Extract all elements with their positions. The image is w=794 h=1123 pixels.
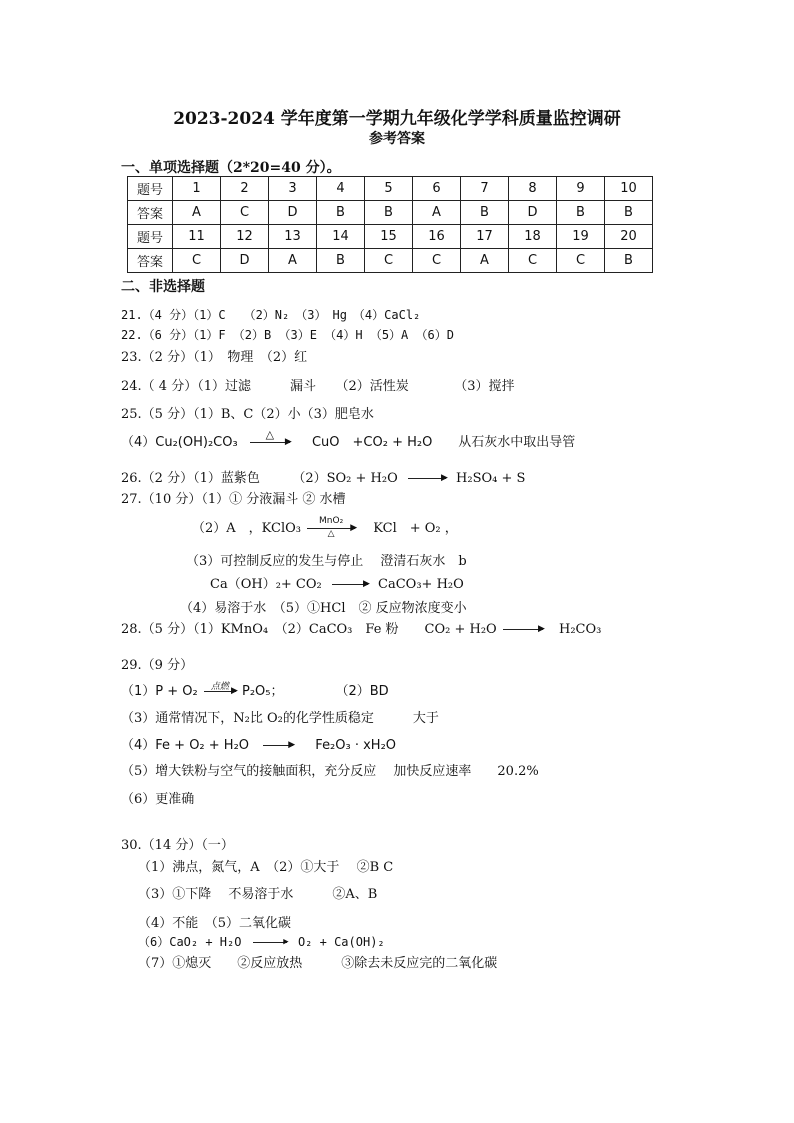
table-cell: 20 — [605, 225, 653, 249]
table-cell: 15 — [365, 225, 413, 249]
answer-line-25: 25.（5 分）（1）B、C（2）小（3）肥皂水 — [121, 407, 374, 422]
table-cell: 18 — [509, 225, 557, 249]
equation-products: Fe₂O₃ · xH₂O — [315, 738, 397, 753]
table-cell: 2 — [221, 177, 269, 201]
equation-reactants: 28.（5 分）（1）KMnO₄ （2）CaCO₃ Fe 粉 CO₂ + H₂O — [121, 622, 497, 637]
arrow-head-icon: ▶ — [283, 937, 289, 947]
table-cell: 8 — [509, 177, 557, 201]
equation-products: CuO +CO₂ + H₂O 从石灰水中取出导管 — [311, 435, 576, 450]
answer-line-27-equation-2 — [210, 573, 464, 592]
reaction-arrow — [204, 682, 238, 696]
answer-line-27-3: （3）可控制反应的发生与停止 澄清石灰水 b — [186, 554, 467, 569]
equation-reactants: （2）A ，KClO₃ — [192, 521, 301, 536]
table-cell: C — [509, 249, 557, 273]
table-cell: B — [317, 201, 365, 225]
row-label: 题号 — [128, 225, 173, 249]
equation-products: CaCO₃+ H₂O — [378, 577, 464, 592]
table-cell: 17 — [461, 225, 509, 249]
answer-line-29: 29.（9 分） — [121, 658, 194, 673]
table-cell: 11 — [173, 225, 221, 249]
table-cell: B — [461, 201, 509, 225]
equation-products: H₂CO₃ — [559, 622, 602, 637]
table-cell: B — [317, 249, 365, 273]
answer-line-24: 24.（ 4 分）（1）过滤 漏斗 （2）活性炭 （3）搅拌 — [121, 379, 515, 394]
table-cell: 14 — [317, 225, 365, 249]
ignite-condition: 点燃 — [210, 682, 229, 692]
equation-reactants: 26.（2 分）（1）蓝紫色 （2）SO₂ + H₂O — [121, 471, 398, 486]
answer-line-29-3: （3）通常情况下，N₂比 O₂的化学性质稳定 大于 — [121, 711, 439, 726]
answer-line-30: 30.（14 分）（一） — [121, 838, 234, 853]
answer-line-30-6 — [138, 933, 385, 950]
table-row — [128, 249, 653, 273]
answer-line-30-4: （4）不能 （5）二氧化碳 — [138, 916, 292, 931]
equation-products: O₂ + Ca(OH)₂ — [297, 935, 385, 949]
table-cell: 13 — [269, 225, 317, 249]
table-cell: 7 — [461, 177, 509, 201]
answer-line-21: 21.（4 分）（1）C （2）N₂ （3） Hg （4）CaCl₂ — [121, 308, 421, 322]
table-cell: C — [365, 249, 413, 273]
table-cell: B — [605, 249, 653, 273]
equation-products: P₂O₅； （2）BD — [242, 684, 389, 699]
table-cell: D — [221, 249, 269, 273]
equation-products: KCl + O₂ ， — [373, 521, 458, 536]
arrow-head-icon: ▶ — [284, 437, 292, 447]
table-cell: A — [461, 249, 509, 273]
arrow-head-icon: ▶ — [288, 740, 296, 750]
equation-reactants: （4）Cu₂(OH)₂CO₃ — [121, 435, 238, 450]
reaction-arrow — [503, 624, 545, 634]
table-cell: D — [269, 201, 317, 225]
table-row — [128, 225, 653, 249]
page-title: 2023-2024 学年度第一学期九年级化学学科质量监控调研 — [173, 109, 621, 129]
reaction-arrow — [408, 473, 448, 483]
table-cell: 3 — [269, 177, 317, 201]
table-cell: B — [605, 201, 653, 225]
section-heading-nonchoice: 二、非选择题 — [121, 279, 205, 295]
answer-line-27-equation — [192, 516, 458, 539]
equation-reactants: Ca（OH）₂+ CO₂ — [210, 577, 322, 592]
answer-line-29-4 — [121, 734, 396, 753]
table-cell: C — [221, 201, 269, 225]
arrow-head-icon: ▶ — [362, 579, 370, 589]
arrow-head-icon: ▶ — [537, 624, 545, 634]
table-cell: D — [509, 201, 557, 225]
answer-line-27: 27.（10 分）（1）① 分液漏斗 ② 水槽 — [121, 492, 346, 507]
table-cell: C — [173, 249, 221, 273]
heat-condition: △ — [327, 529, 335, 539]
table-cell: 4 — [317, 177, 365, 201]
answer-line-30-1: （1）沸点，氮气，A （2）①大于 ②B C — [138, 860, 394, 875]
section-heading-choice: 一、单项选择题（2*20=40 分）。 — [121, 160, 341, 176]
equation-reactants: （1）P + O₂ — [121, 684, 198, 699]
reaction-arrow — [253, 937, 289, 947]
table-row — [128, 177, 653, 201]
answer-line-28 — [121, 618, 601, 637]
table-cell: B — [365, 201, 413, 225]
table-cell: 9 — [557, 177, 605, 201]
table-cell: C — [413, 249, 461, 273]
arrow-head-icon: ▶ — [440, 473, 448, 483]
reaction-arrow — [263, 740, 296, 750]
reaction-arrow — [250, 428, 292, 447]
table-cell: A — [413, 201, 461, 225]
answer-line-27-4: （4）易溶于水 （5）①HCl ② 反应物浓度变小 — [180, 601, 467, 616]
answer-table — [127, 176, 653, 273]
equation-products: H₂SO₄ + S — [456, 471, 526, 486]
table-cell: 19 — [557, 225, 605, 249]
table-cell: A — [269, 249, 317, 273]
catalyst-condition: MnO₂ — [319, 516, 344, 526]
page-subtitle: 参考答案 — [369, 131, 425, 147]
table-cell: 12 — [221, 225, 269, 249]
heat-condition: △ — [265, 428, 275, 441]
row-label: 答案 — [128, 201, 173, 225]
table-cell: 10 — [605, 177, 653, 201]
table-cell: A — [173, 201, 221, 225]
table-cell: B — [557, 201, 605, 225]
answer-line-23: 23.（2 分）（1） 物理 （2）红 — [121, 350, 308, 365]
answer-line-29-1 — [121, 680, 389, 699]
row-label: 答案 — [128, 249, 173, 273]
table-cell: 1 — [173, 177, 221, 201]
arrow-head-icon: ▶ — [350, 523, 358, 533]
equation-reactants: （6）CaO₂ + H₂O — [138, 935, 242, 949]
answer-line-29-6: （6）更准确 — [121, 792, 195, 807]
table-cell: C — [557, 249, 605, 273]
table-cell: 5 — [365, 177, 413, 201]
reaction-arrow — [307, 516, 358, 539]
answer-line-29-5: （5）增大铁粉与空气的接触面积，充分反应 加快反应速率 20.2% — [121, 764, 539, 779]
equation-reactants: （4）Fe + O₂ + H₂O — [121, 738, 250, 753]
row-label: 题号 — [128, 177, 173, 201]
answer-line-26 — [121, 467, 525, 486]
arrow-head-icon: ▶ — [230, 686, 238, 696]
answer-line-30-3: （3）①下降 不易溶于水 ②A、B — [138, 887, 378, 902]
table-cell: 16 — [413, 225, 461, 249]
reaction-arrow — [332, 579, 370, 589]
answer-line-25-equation — [121, 428, 576, 450]
answer-line-30-7: （7）①熄灭 ②反应放热 ③除去未反应完的二氧化碳 — [138, 956, 498, 971]
table-row — [128, 201, 653, 225]
table-cell: 6 — [413, 177, 461, 201]
answer-line-22: 22.（6 分）（1）F （2）B （3）E （4）H （5）A （6）D — [121, 328, 454, 342]
